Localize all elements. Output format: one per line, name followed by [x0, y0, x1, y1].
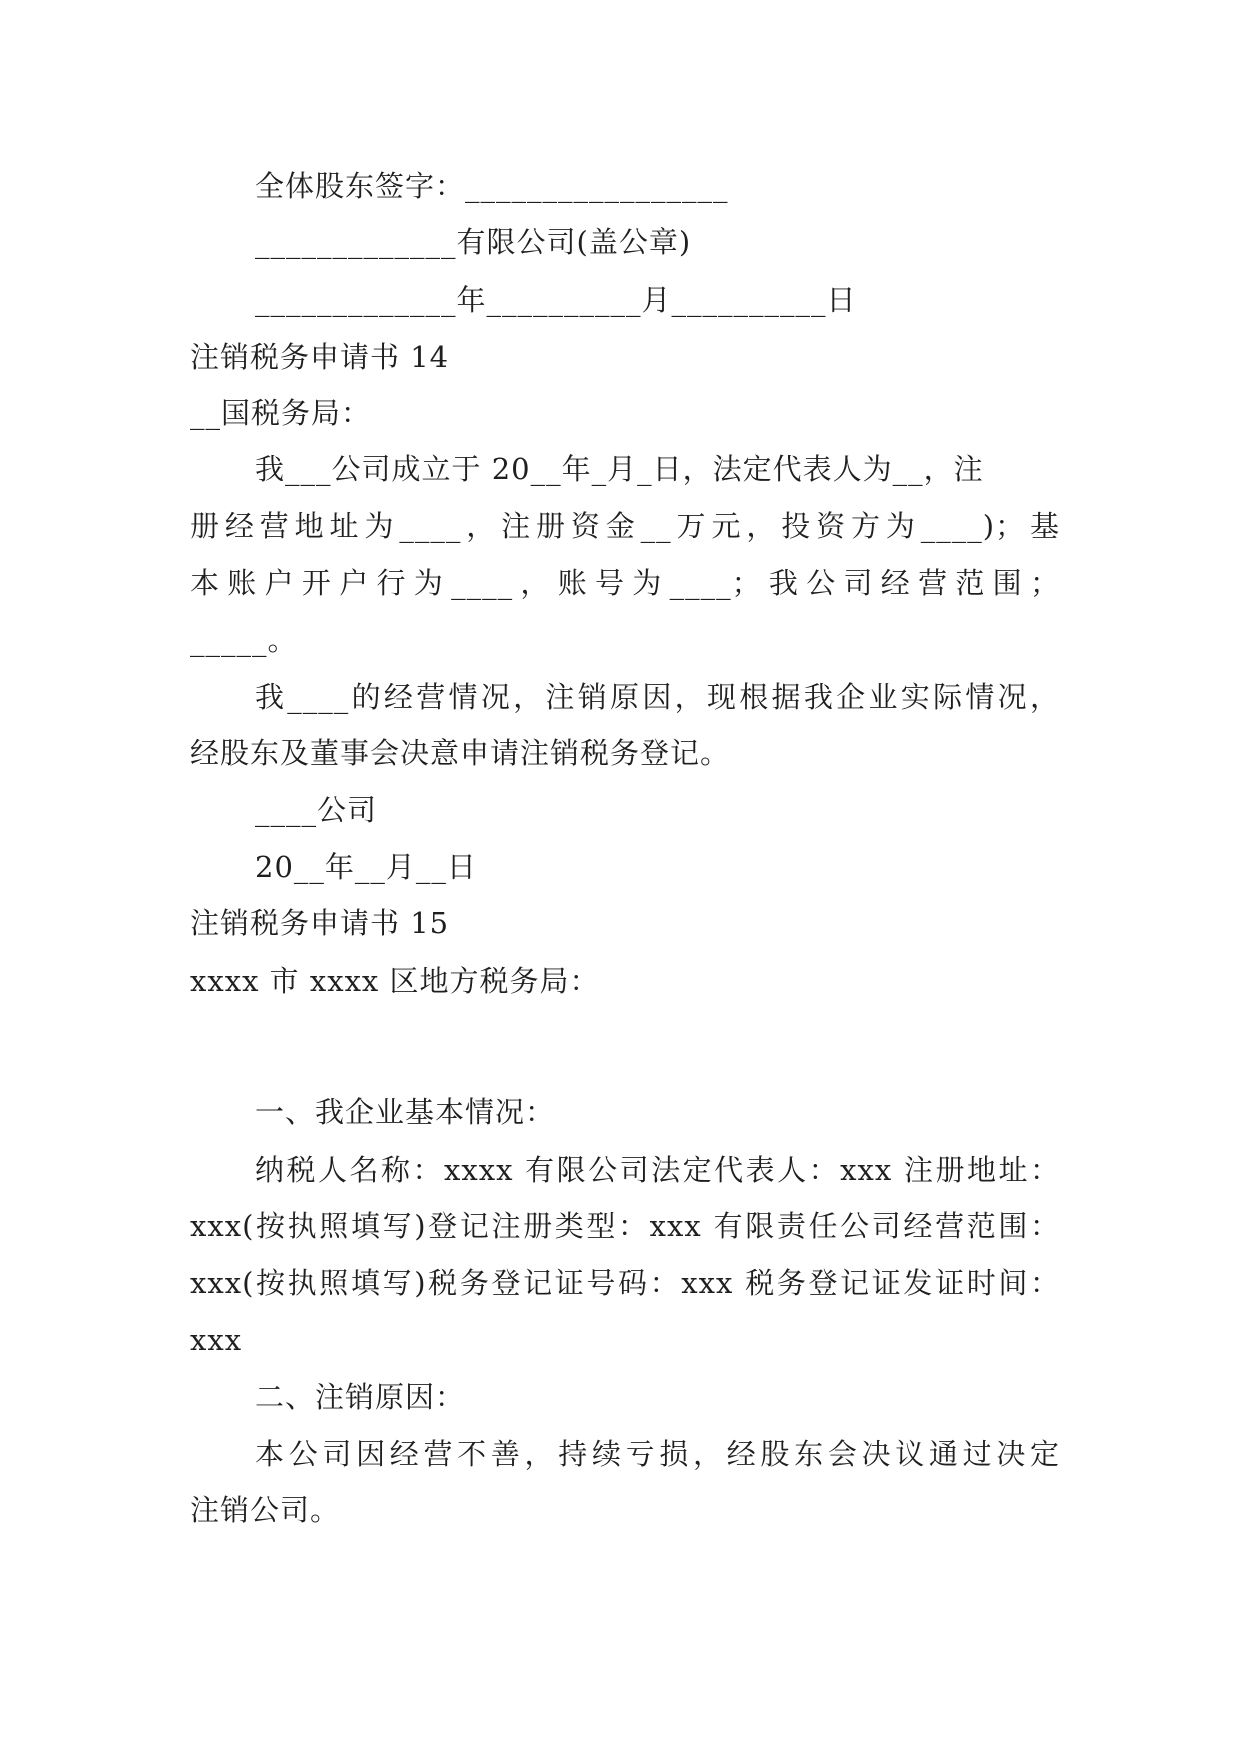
- paragraph-line: xxx(按执照填写)税务登记证号码：xxx 税务登记证发证时间：: [190, 1266, 1060, 1300]
- paragraph-line: 册经营地址为____，注册资金__万元，投资方为____)；基: [190, 509, 1060, 543]
- paragraph-line: _____。: [190, 623, 298, 657]
- addressee-line: xxxx 市 xxxx 区地方税务局：: [190, 964, 600, 998]
- paragraph-line: xxx: [190, 1323, 243, 1357]
- paragraph-line: 我____的经营情况，注销原因，现根据我企业实际情况，: [255, 680, 1060, 714]
- paragraph-line: xxx(按执照填写)登记注册类型：xxx 有限责任公司经营范围：: [190, 1209, 1060, 1243]
- date-line: _____________年__________月__________日: [255, 283, 857, 317]
- subsection-heading: 二、注销原因：: [255, 1380, 466, 1414]
- paragraph-line: 纳税人名称：xxxx 有限公司法定代表人：xxx 注册地址：: [255, 1153, 1060, 1187]
- paragraph-line: 本公司因经营不善，持续亏损，经股东会决议通过决定: [255, 1437, 1060, 1471]
- company-seal-line: _____________有限公司(盖公章): [255, 225, 692, 259]
- paragraph-line: 注销公司。: [190, 1493, 341, 1527]
- section-heading-15: 注销税务申请书 15: [190, 906, 450, 940]
- paragraph-line: 我___公司成立于 20__年_月_日，法定代表人为__，注: [255, 452, 984, 486]
- shareholder-signature-line: 全体股东签字：_________________: [255, 169, 729, 203]
- subsection-heading: 一、我企业基本情况：: [255, 1095, 556, 1129]
- section-heading-14: 注销税务申请书 14: [190, 340, 450, 374]
- company-name-line: ____公司: [255, 793, 378, 827]
- paragraph-line: 经股东及董事会决意申请注销税务登记。: [190, 736, 731, 770]
- paragraph-line: 本账户开户行为____，账号为____；我公司经营范围；: [190, 566, 1060, 600]
- date-line: 20__年__月__日: [255, 850, 477, 884]
- addressee-line: __国税务局：: [190, 396, 372, 430]
